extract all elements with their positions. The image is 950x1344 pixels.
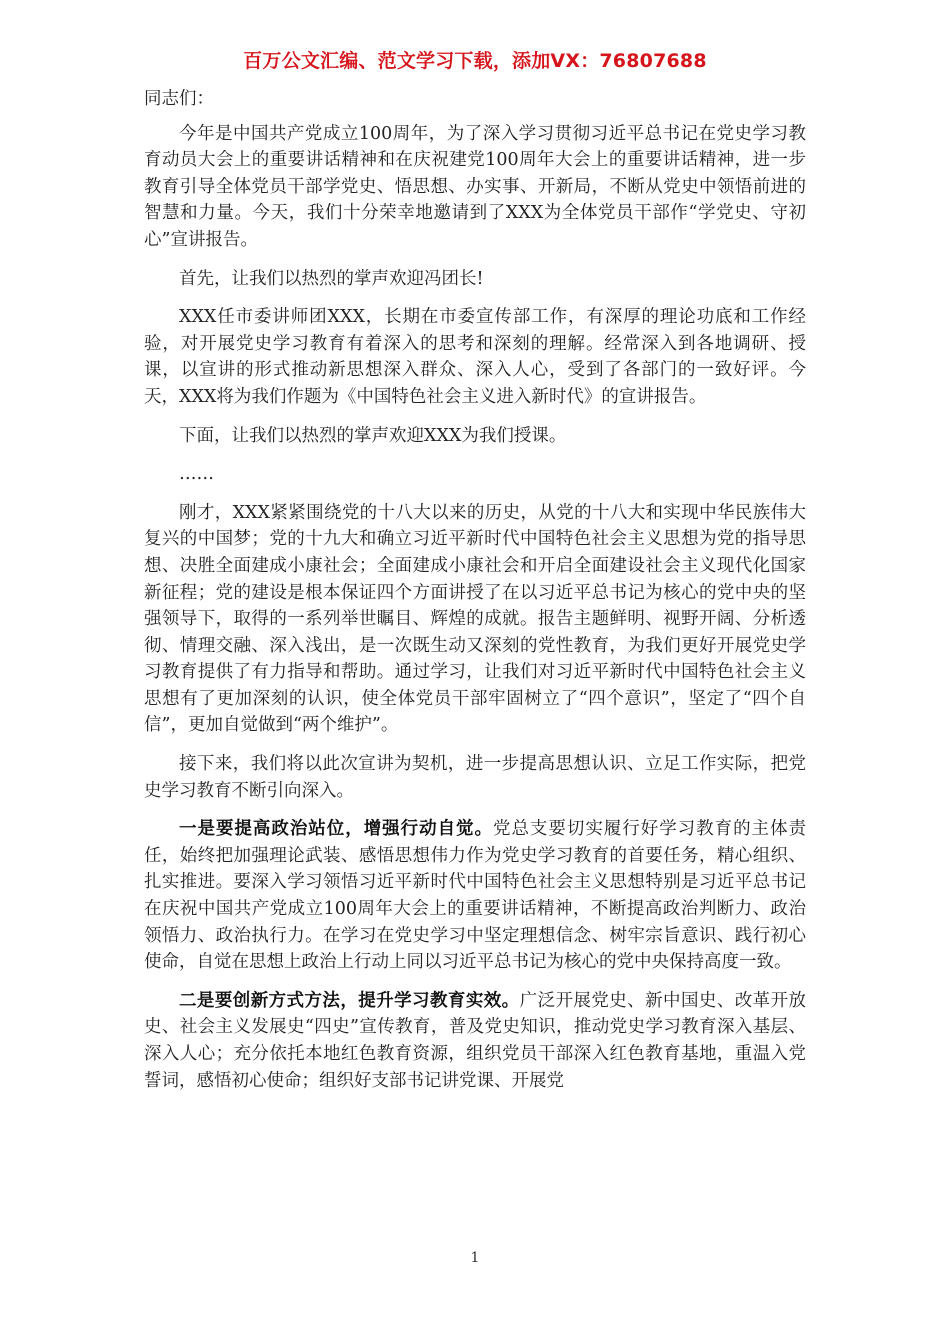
paragraph-intro: 今年是中国共产党成立100周年，为了深入学习贯彻习近平总书记在党史学习教育动员大会上的重要讲话精神和在庆祝建党100周年大会上的重要讲话精神，进一步教育引导全体党员干部学党史、悟思想、办实事、开新局，不断从党史中领悟前进的智慧和力量。今天，我们十分荣幸地邀请到了XXX为全体党员干部作“学党史、守初心”宣讲报告。 bbox=[144, 123, 806, 250]
paragraph-point-two bbox=[144, 988, 806, 1094]
point-two-body: 广泛开展党史、新中国史、改革开放史、社会主义发展史“四史”宣传教育，普及党史知识，推动党史学习教育深入基层、深入人心；充分依托本地红色教育资源，组织党员干部深入红色教育基地，重温入党誓词，感悟初心使命；组织好支部书记讲党课、开展党 bbox=[144, 990, 807, 1091]
paragraph-summary: 刚才，XXX紧紧围绕党的十八大以来的历史，从党的十八大和实现中华民族伟大复兴的中国梦；党的十九大和确立习近平新时代中国特色社会主义思想为党的指导思想、决胜全面建成小康社会；全面建成小康社会和开启全面建设社会主义现代化国家新征程；党的建设是根本保证四个方面讲授了在以习近平总书记为核心的党中央的坚强领导下，取得的一系列举世瞩目、辉煌的成就。报告主题鲜明、视野开阔、分析透彻、情理交融、深入浅出，是一次既生动又深刻的党性教育，为我们更好开展党史学习教育提供了有力指导和帮助。通过学习，让我们对习近平新时代中国特色社会主义思想有了更加深刻的认识，使全体党员干部牢固树立了“四个意识”，坚定了“四个自信”，更加自觉做到“两个维护”。 bbox=[144, 502, 806, 736]
paragraph-ellipsis: …… bbox=[179, 464, 214, 485]
salutation: 同志们： bbox=[144, 89, 214, 109]
paragraph-welcome: 首先，让我们以热烈的掌声欢迎冯团长! bbox=[179, 268, 484, 289]
point-one-heading: 一是要提高政治站位，增强行动自觉。 bbox=[179, 819, 493, 840]
paragraph-speaker-bio: XXX任市委讲师团XXX，长期在市委宣传部工作，有深厚的理论功底和工作经验，对开展党史学习教育有着深入的思考和深刻的理解。经常深入到各地调研、授课，以宣讲的形式推动新思想深入群众、深入人心，受到了各部门的一致好评。今天，XXX将为我们作题为《中国特色社会主义进入新时代》的宣讲报告。 bbox=[144, 307, 806, 407]
paragraph-next-steps: 接下来，我们将以此次宣讲为契机，进一步提高思想认识、立足工作实际，把党史学习教育不断引向深入。 bbox=[144, 754, 806, 801]
document-body bbox=[144, 86, 806, 1106]
header-banner: 百万公文汇编、范文学习下载，添加VX：76807688 bbox=[243, 50, 707, 72]
point-two-heading: 二是要创新方式方法，提升学习教育实效。 bbox=[179, 990, 520, 1011]
paragraph-point-one bbox=[144, 816, 806, 976]
page-number: 1 bbox=[470, 1250, 480, 1266]
paragraph-invite: 下面，让我们以热烈的掌声欢迎XXX为我们授课。 bbox=[179, 425, 567, 446]
point-one-body: 党总支要切实履行好学习教育的主体责任，始终把加强理论武装、感悟思想伟力作为党史学习教育的首要任务，精心组织、扎实推进。要深入学习领悟习近平新时代中国特色社会主义思想特别是习近平总书记在庆祝中国共产党成立100周年大会上的重要讲话精神，不断提高政治判断力、政治领悟力、政治执行力。在学习在党史学习中坚定理想信念、树牢宗旨意识、践行初心使命，自觉在思想上政治上行动上同以习近平总书记为核心的党中央保持高度一致。 bbox=[144, 819, 806, 973]
